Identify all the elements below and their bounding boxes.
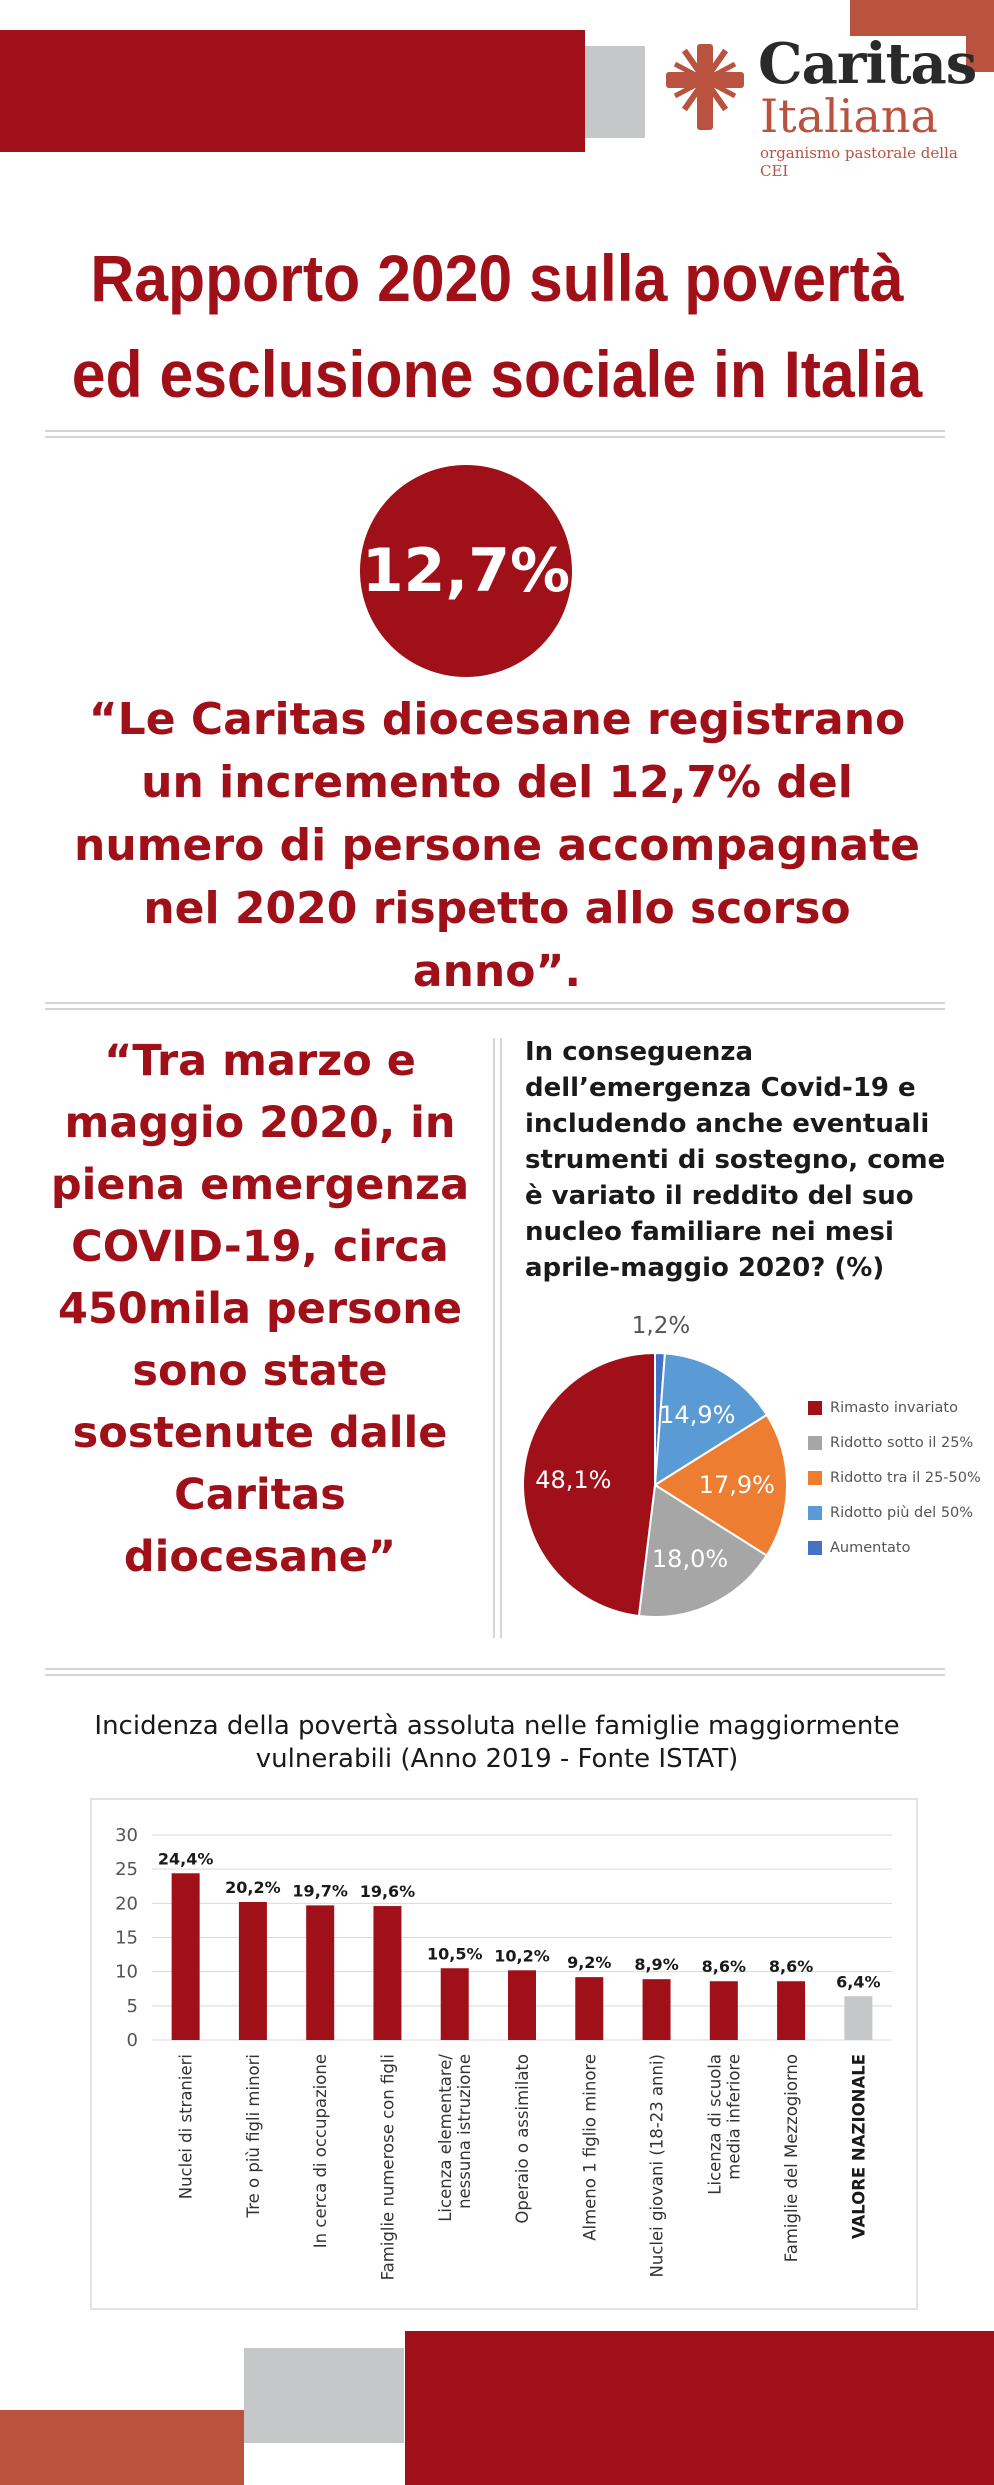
x-category-label: In cerca di occupazione: [311, 2054, 331, 2249]
x-category-label: Operaio o assimilato: [513, 2054, 532, 2224]
x-category-label: Licenza di scuolamedia inferiore: [705, 2054, 744, 2195]
caritas-logo: [650, 31, 977, 180]
legend-swatch: [808, 1506, 822, 1520]
x-category-label: Tre o più figli minori: [243, 2054, 263, 2218]
bar: [575, 1977, 603, 2040]
footer-red-band: [405, 2331, 994, 2485]
header-red-band: [0, 30, 585, 152]
bar: [441, 1968, 469, 2040]
bar: [777, 1981, 805, 2040]
bar: [239, 1902, 267, 2040]
bar: [373, 1906, 401, 2040]
legend-swatch: [808, 1541, 822, 1555]
y-tick-label: 30: [115, 1825, 138, 1846]
legend-item: [808, 1390, 994, 1425]
pie-chart-title: In conseguenza dell’emergenza Covid-19 e includendo anche eventuali strumenti di sostegno, come è variato il reddito del suo nucleo familiare nei mesi aprile-maggio 2020? (%): [525, 1037, 946, 1283]
footer-strip: [0, 2410, 244, 2485]
legend-label: Ridotto più del 50%: [830, 1504, 974, 1521]
bar: [844, 1996, 872, 2040]
bar-data-label: 8,9%: [634, 1955, 679, 1975]
highlight-quote: “Le Caritas diocesane registrano un incremento del 12,7% del numero di persone accompagnate nel 2020 rispetto allo scorso anno”.: [74, 694, 920, 997]
header-grey-block: [585, 46, 645, 138]
y-tick-label: 20: [115, 1893, 138, 1915]
bar-data-label: 10,5%: [426, 1944, 483, 1964]
x-category-label: Licenza elementare/nessuna istruzione: [436, 2054, 475, 2222]
highlight-circle: [360, 465, 572, 677]
divider: [45, 1002, 945, 1010]
bar-data-label: 6,4%: [836, 1972, 881, 1992]
pie-data-label: 17,9%: [698, 1471, 775, 1500]
legend-item: [808, 1425, 994, 1460]
bar: [172, 1873, 200, 2040]
bar-data-label: 8,6%: [768, 1957, 814, 1977]
divider: [45, 1668, 945, 1676]
x-category-label: Nuclei di stranieri: [176, 2054, 196, 2200]
legend-item: [808, 1495, 994, 1530]
legend-swatch: [808, 1401, 822, 1415]
y-tick-label: 5: [126, 1995, 138, 2017]
bar-data-label: 24,4%: [157, 1849, 214, 1869]
footer-grey-block: [244, 2348, 404, 2443]
cross-logo-icon: [664, 42, 746, 132]
bar-data-label: 9,2%: [567, 1953, 612, 1973]
x-category-label: Almeno 1 figlio minore: [580, 2054, 600, 2241]
y-tick-label: 15: [115, 1927, 138, 1949]
logo-name-line1: Caritas: [758, 31, 977, 97]
pie-data-label: 18,0%: [651, 1544, 729, 1573]
y-tick-label: 0: [126, 2030, 138, 2051]
bar: [643, 1979, 671, 2040]
bar-chart: [92, 1800, 912, 2304]
covid-quote: “Tra marzo e maggio 2020, in piena emergenza COVID-19, circa 450mila persone sono state sostenute dalle Caritas diocesane”: [50, 1036, 470, 1582]
bar-chart-title: Incidenza della povertà assoluta nelle famiglie maggiormente vulnerabili (Anno 2019 - Fonte ISTAT): [94, 1711, 900, 1774]
bar-data-label: 19,7%: [292, 1881, 348, 1901]
pie-legend: [808, 1390, 994, 1565]
x-category-label: VALORE NAZIONALE: [849, 2054, 869, 2240]
legend-label: Rimasto invariato: [830, 1399, 958, 1416]
bar: [508, 1970, 536, 2040]
legend-label: Ridotto tra il 25-50%: [830, 1469, 981, 1486]
bar: [306, 1905, 334, 2040]
legend-label: Aumentato: [830, 1539, 911, 1556]
logo-name-line2: Italiana: [760, 89, 938, 143]
x-category-label: Famiglie numerose con figli: [378, 2054, 398, 2281]
divider: [45, 430, 945, 438]
bar-data-label: 8,6%: [701, 1957, 747, 1977]
logo-subtitle: organismo pastorale della CEI: [760, 144, 958, 180]
x-category-label: Nuclei giovani (18-23 anni): [647, 2054, 667, 2278]
legend-item: [808, 1530, 994, 1565]
pie-data-label: 48,1%: [535, 1465, 612, 1494]
legend-swatch: [808, 1436, 822, 1450]
pie-chart: [510, 1300, 800, 1640]
bar-data-label: 20,2%: [225, 1877, 281, 1897]
vertical-divider: [493, 1038, 502, 1638]
legend-swatch: [808, 1471, 822, 1485]
page-title: Rapporto 2020 sulla povertà ed esclusione sociale in Italia: [71, 241, 923, 411]
pie-data-label: 14,9%: [659, 1400, 736, 1429]
legend-item: [808, 1460, 994, 1495]
y-tick-label: 25: [115, 1859, 138, 1881]
legend-label: Ridotto sotto il 25%: [830, 1434, 974, 1451]
bar: [710, 1981, 738, 2040]
bar-data-label: 10,2%: [494, 1946, 550, 1966]
highlight-value: 12,7%: [361, 536, 571, 606]
x-category-label: Famiglie del Mezzogiorno: [782, 2054, 802, 2263]
bar-data-label: 19,6%: [359, 1882, 416, 1902]
pie-data-label: 1,2%: [631, 1313, 691, 1340]
y-tick-label: 10: [115, 1961, 138, 1983]
